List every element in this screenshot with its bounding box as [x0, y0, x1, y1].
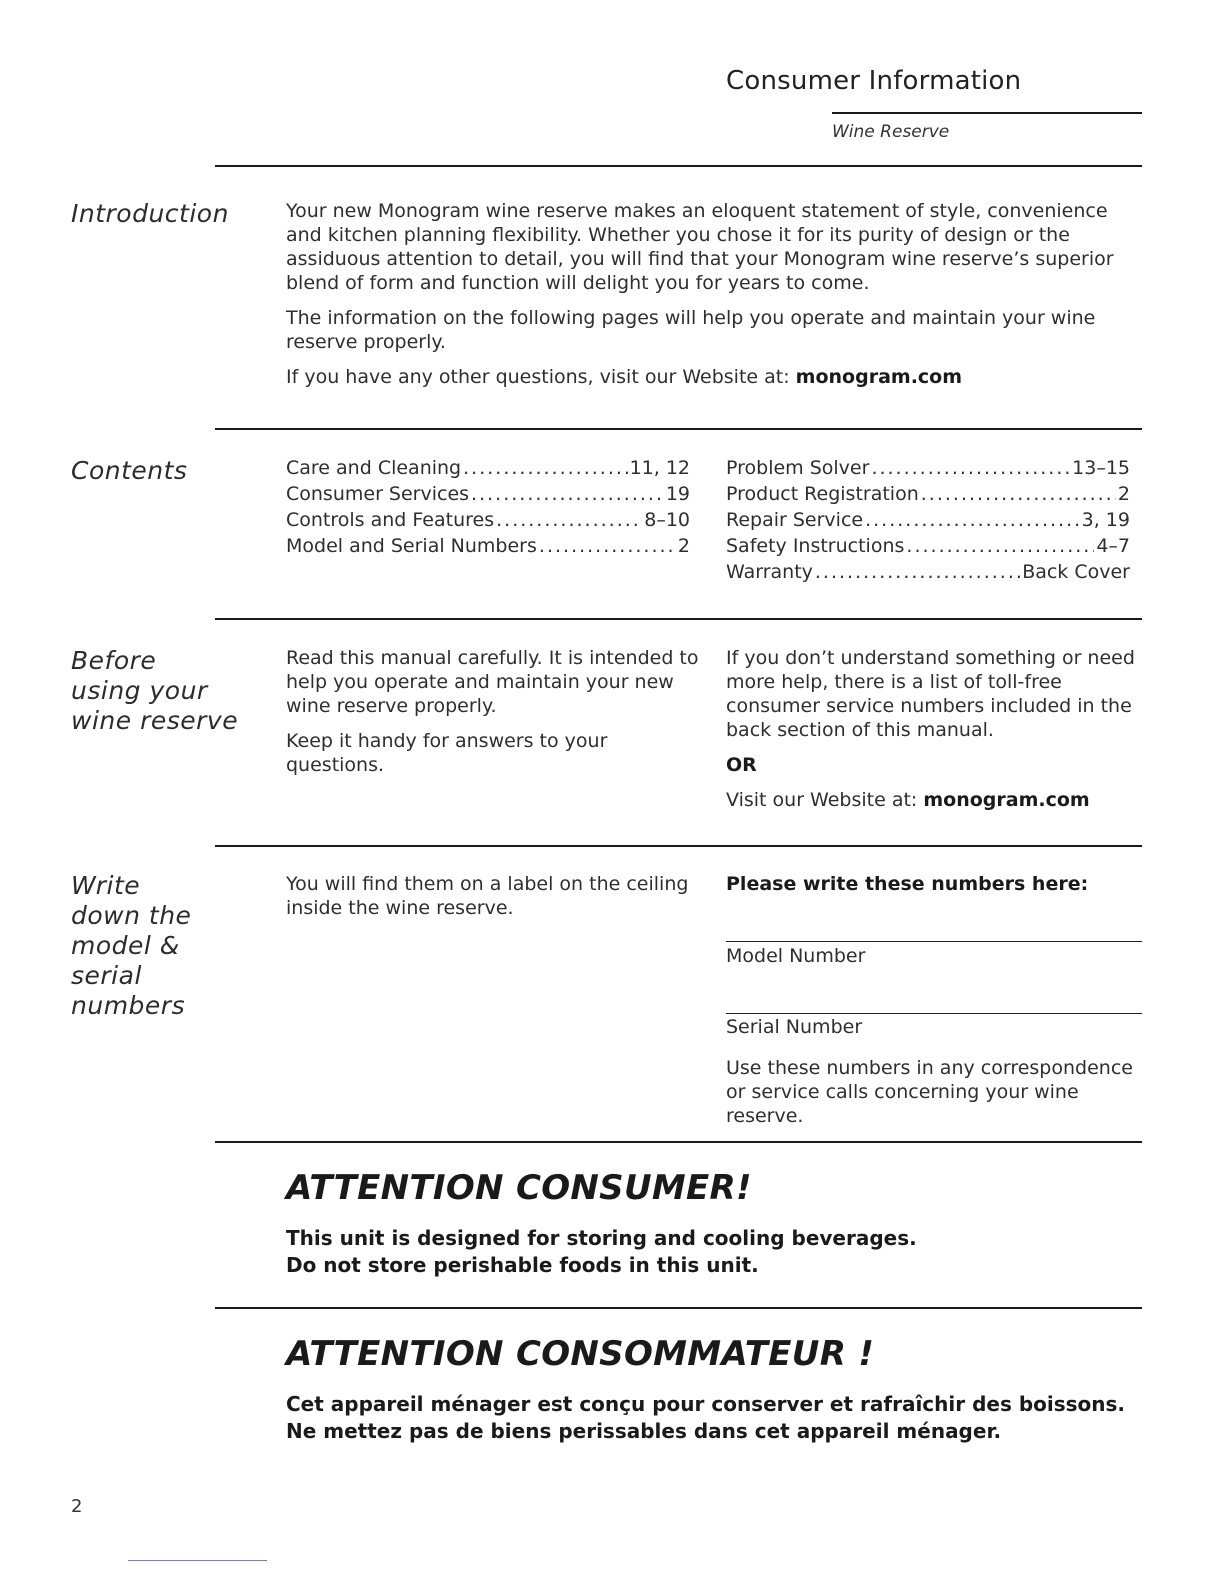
heading-line: using your — [71, 676, 208, 705]
before-paragraph: Read this manual carefully. It is intended to help you operate and maintain your new wine reserve properly. — [286, 647, 699, 717]
before-right-text — [726, 646, 1142, 823]
toc-title: Consumer Services — [286, 483, 470, 505]
serial-number-field[interactable] — [726, 1013, 1142, 1014]
header-rule — [832, 112, 1142, 114]
section-divider — [215, 1141, 1142, 1143]
toc-page: 2 — [1117, 483, 1130, 505]
intro-paragraph: The information on the following pages will help you operate and maintain your wine reserve properly. — [286, 307, 1096, 353]
or-label: OR — [726, 754, 757, 776]
footer-link-underline — [128, 1560, 267, 1561]
introduction-body — [286, 199, 1142, 400]
toc-page: 8–10 — [644, 509, 690, 531]
toc-leader — [906, 533, 1094, 559]
page-number: 2 — [71, 1496, 83, 1517]
heading-line: numbers — [71, 991, 186, 1020]
toc-entry[interactable] — [286, 455, 690, 481]
toc-page: Back Cover — [1022, 561, 1130, 583]
contents-right-column — [726, 455, 1130, 585]
attention-line: Do not store perishable foods in this unit. — [286, 1253, 759, 1277]
toc-page: 19 — [665, 483, 690, 505]
intro-paragraph: Your new Monogram wine reserve makes an eloquent statement of style, convenience and kitchen planning flexibility. Whether you chose it for its purity of design or the assiduous attention to detail, you will find that your Monogram wine reserve’s superior blend of form and function will delight you for years to come. — [286, 200, 1114, 294]
toc-page: 3, 19 — [1081, 509, 1130, 531]
section-divider — [215, 428, 1142, 430]
toc-entry[interactable] — [726, 481, 1130, 507]
attention-line: This unit is designed for storing and cooling beverages. — [286, 1226, 917, 1250]
toc-entry[interactable] — [726, 533, 1130, 559]
before-paragraph: Keep it handy for answers to your questions. — [286, 730, 608, 776]
toc-title: Product Registration — [726, 483, 919, 505]
toc-title: Controls and Features — [286, 509, 495, 531]
before-help-paragraph: If you don’t understand something or need more help, there is a list of toll-free consumer service numbers included in the back section of this manual. — [726, 647, 1135, 741]
toc-page: 11, 12 — [629, 457, 690, 479]
attention-consumer-text — [286, 1225, 917, 1279]
heading-line: Before — [71, 646, 157, 675]
heading-line: Write — [71, 871, 141, 900]
toc-leader — [865, 507, 1080, 533]
toc-entry[interactable] — [726, 507, 1130, 533]
attention-consommateur-text — [286, 1391, 1125, 1445]
toc-leader — [871, 455, 1070, 481]
model-number-field[interactable] — [726, 941, 1142, 942]
section-divider — [215, 165, 1142, 167]
toc-leader — [496, 507, 642, 533]
section-divider — [215, 1307, 1142, 1309]
toc-entry[interactable] — [286, 481, 690, 507]
website-prefix: Visit our Website at: — [726, 789, 918, 811]
toc-page: 13–15 — [1072, 457, 1130, 479]
write-numbers-prompt: Please write these numbers here: — [726, 873, 1089, 895]
contents-left-column — [286, 455, 690, 559]
toc-entry[interactable] — [286, 507, 690, 533]
serial-number-label: Serial Number — [726, 1016, 863, 1038]
website-link[interactable]: monogram.com — [923, 789, 1090, 811]
numbers-usage-note: Use these numbers in any correspondence or service calls concerning your wine reserve. — [726, 1057, 1133, 1127]
toc-entry[interactable] — [726, 559, 1130, 585]
toc-entry[interactable] — [286, 533, 690, 559]
toc-title: Model and Serial Numbers — [286, 535, 537, 557]
toc-title: Safety Instructions — [726, 535, 905, 557]
intro-website-line — [286, 365, 1142, 389]
before-left-text — [286, 646, 706, 788]
toc-leader — [815, 559, 1020, 585]
website-link[interactable]: monogram.com — [795, 366, 963, 388]
before-website-line — [726, 788, 1142, 812]
toc-title: Problem Solver — [726, 457, 870, 479]
website-prefix: If you have any other questions, visit our Website at: — [286, 366, 790, 388]
model-number-label: Model Number — [726, 945, 866, 967]
toc-title: Warranty — [726, 561, 813, 583]
heading-line: down the — [71, 901, 192, 930]
heading-line: model & — [71, 931, 180, 960]
toc-leader — [463, 455, 627, 481]
page-header-title: Consumer Information — [726, 66, 1022, 96]
section-divider — [215, 845, 1142, 847]
attention-line: Ne mettez pas de biens perissables dans cet appareil ménager. — [286, 1419, 1002, 1443]
contents-heading: Contents — [71, 456, 188, 485]
toc-title: Repair Service — [726, 509, 864, 531]
toc-page: 4–7 — [1096, 535, 1130, 557]
toc-leader — [471, 481, 664, 507]
label-location-text: You will find them on a label on the ceiling inside the wine reserve. — [286, 873, 689, 919]
attention-consumer-title: ATTENTION CONSUMER! — [286, 1168, 752, 1208]
toc-title: Care and Cleaning — [286, 457, 462, 479]
before-heading — [71, 646, 238, 736]
write-down-heading — [71, 871, 191, 1021]
toc-leader — [539, 533, 676, 559]
section-divider — [215, 618, 1142, 620]
toc-page: 2 — [677, 535, 690, 557]
introduction-heading: Introduction — [71, 199, 229, 228]
attention-consommateur-title: ATTENTION CONSOMMATEUR ! — [286, 1334, 875, 1374]
page-header-subtitle: Wine Reserve — [832, 122, 950, 142]
heading-line: wine reserve — [71, 706, 239, 735]
attention-line: Cet appareil ménager est conçu pour conserver et rafraîchir des boissons. — [286, 1392, 1126, 1416]
heading-line: serial — [71, 961, 142, 990]
toc-leader — [921, 481, 1116, 507]
toc-entry[interactable] — [726, 455, 1130, 481]
